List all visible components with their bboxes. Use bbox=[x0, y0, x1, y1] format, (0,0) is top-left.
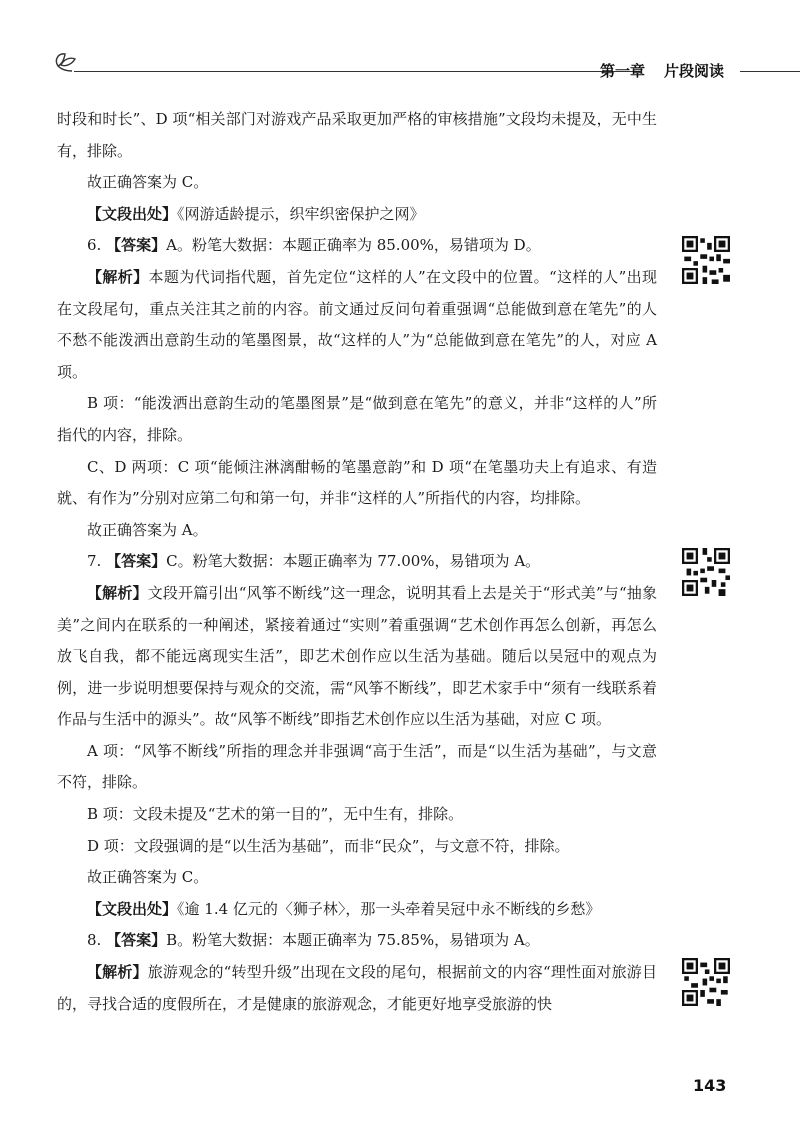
paragraph: D 项：文段强调的是“以生活为基础”，而非“民众”，与文意不符，排除。 bbox=[87, 836, 570, 855]
qr-code-icon[interactable] bbox=[682, 236, 730, 284]
paragraph: B 项：“能泼洒出意韵生动的笔墨图景”是“做到意在笔先”的意义，并非“这样的人”所指代的内容，排除。 bbox=[57, 394, 657, 444]
header-rule-right bbox=[740, 71, 800, 72]
page-number: 143 bbox=[693, 1076, 727, 1095]
analysis-tag: 【解析】 bbox=[87, 583, 148, 602]
paragraph: C、D 两项：C 项“能倾注淋漓酣畅的笔墨意韵”和 D 项“在笔墨功夫上有追求、有造就、有作为”分别对应第二句和第一句，并非“这样的人”所指代的内容，均排除。 bbox=[57, 457, 657, 508]
paragraph: B 项：文段未提及“艺术的第一目的”，无中生有，排除。 bbox=[87, 805, 464, 824]
source-paragraph: 【文段出处】《逾 1.4 亿元的〈狮子林〉，那一头牵着吴冠中永不断线的乡愁》 bbox=[87, 899, 601, 918]
paragraph: 时段和时长”、D 项“相关部门对游戏产品采取更加严格的审核措施”文段均未提及，无中生有，排除。 bbox=[57, 110, 657, 160]
question-number: 7. bbox=[87, 552, 107, 571]
qr-code-icon[interactable] bbox=[682, 548, 730, 596]
page-content bbox=[57, 104, 657, 1020]
paragraph: A 项：“风筝不断线”所指的理念并非强调“高于生活”，而是“以生活为基础”，与文意不符，排除。 bbox=[57, 741, 657, 792]
analysis-paragraph: 【解析】本题为代词指代题，首先定位“这样的人”在文段中的位置。“这样的人”出现在文段尾句，重点关注其之前的内容。前文通过反问句着重强调“总能做到意在笔先”的人不愁不能泼洒出意韵生动的笔墨图景，故“这样的人”为“总能做到意在笔先”的人，对应 A 项。 bbox=[57, 267, 657, 381]
question-number: 8. bbox=[87, 931, 107, 950]
header-chapter-title: 第一章 bbox=[600, 62, 646, 80]
paragraph: 故正确答案为 C。 bbox=[87, 868, 209, 887]
analysis-tag: 【解析】 bbox=[87, 963, 148, 982]
header-rule-left bbox=[74, 71, 640, 72]
analysis-tag: 【解析】 bbox=[87, 267, 149, 286]
paragraph: 故正确答案为 C。 bbox=[87, 173, 209, 192]
header-section-title: 片段阅读 bbox=[664, 62, 725, 80]
paragraph: 故正确答案为 A。 bbox=[87, 520, 208, 539]
analysis-paragraph: 【解析】旅游观念的“转型升级”出现在文段的尾句，根据前文的内容“理性面对旅游目的，寻找合适的度假所在，才是健康的旅游观念，才能更好地享受旅游的快 bbox=[57, 963, 657, 1013]
answer-tag: 【答案】 bbox=[106, 552, 167, 571]
answer-tag: 【答案】 bbox=[106, 931, 167, 950]
page-header bbox=[52, 44, 800, 84]
answer-paragraph: 7. 【答案】C。粉笔大数据：本题正确率为 77.00%，易错项为 A。 bbox=[87, 552, 541, 571]
source-tag: 【文段出处】 bbox=[87, 204, 178, 223]
qr-code-icon[interactable] bbox=[682, 958, 730, 1006]
analysis-paragraph: 【解析】文段开篇引出“风筝不断线”这一理念，说明其看上去是关于“形式美”与“抽象美”之间内在联系的一种阐述，紧接着通过“实则”着重强调“艺术创作再怎么创新，再怎么放飞自我，都不能远离现实生活”，即艺术创作应以生活为基础。随后以吴冠中的观点为例，进一步说明想要保持与观众的交流，需“风筝不断线”，即艺术家手中“须有一线联系着作品与生活中的源头”。故“风筝不断线”即指艺术创作应以生活为基础，对应 C 项。 bbox=[57, 583, 657, 729]
question-number: 6. bbox=[87, 236, 107, 255]
source-paragraph: 【文段出处】《网游适龄提示，织牢织密保护之网》 bbox=[87, 204, 425, 223]
source-tag: 【文段出处】 bbox=[87, 899, 178, 918]
answer-paragraph: 8. 【答案】B。粉笔大数据：本题正确率为 75.85%，易错项为 A。 bbox=[87, 931, 540, 950]
answer-tag: 【答案】 bbox=[106, 236, 167, 255]
answer-paragraph: 6. 【答案】A。粉笔大数据：本题正确率为 85.00%，易错项为 D。 bbox=[87, 236, 541, 255]
